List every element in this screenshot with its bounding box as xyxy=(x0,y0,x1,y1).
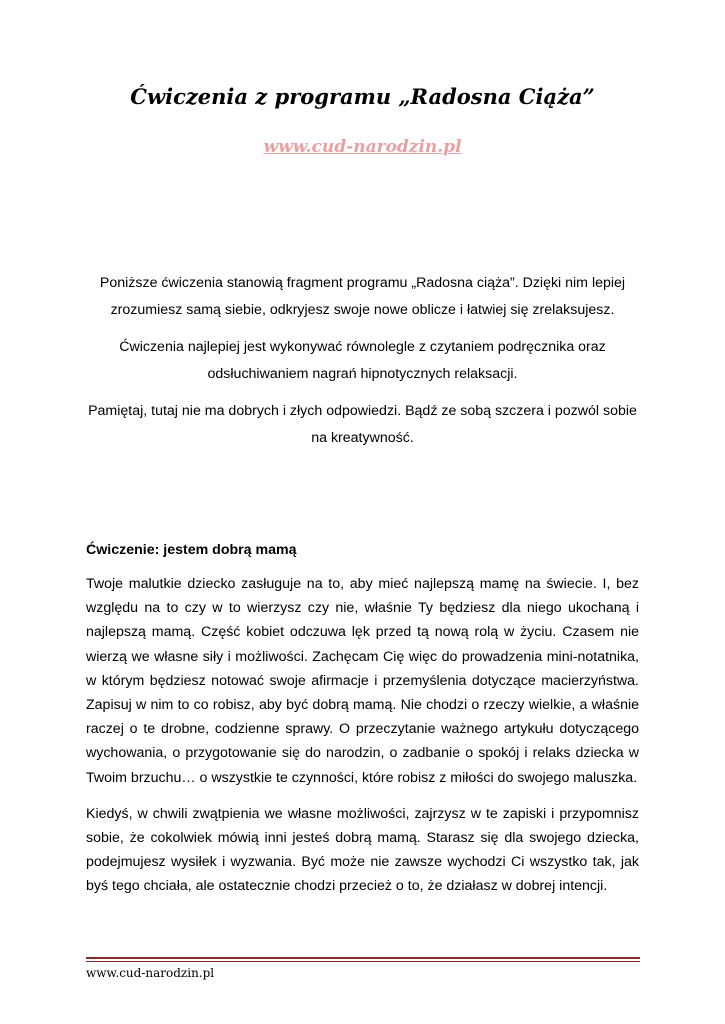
footer-website: www.cud-narodzin.pl xyxy=(86,966,215,980)
exercise-paragraph-2: Kiedyś, w chwili zwątpienia we własne możliwości, zajrzysz w te zapiski i przypomnisz sobie, że cokolwiek mówią inni jesteś dobrą mamą. Starasz się dla swojego dziecka, podejmujesz wysiłek i wyzwania. Być może nie zawsze wychodzi Ci wszystko tak, jak byś tego chciała, ale ostatecznie chodzi przecież o to, że działasz w dobrej intencji. xyxy=(86,805,639,895)
intro-section xyxy=(86,270,639,462)
exercise-paragraph-1: Twoje malutkie dziecko zasługuje na to, aby mieć najlepszą mamę na świecie. I, bez względu na to czy w to wierzysz czy nie, właśnie Ty będziesz dla niego ukochaną i najlepszą mamą. Część kobiet odczuwa lęk przed tą nową rolą w życiu. Czasem nie wierzą we własne siły i możliwości. Zachęcam Cię więc do prowadzenia mini-notatnika, w którym będziesz notować swoje afirmacje i przemyślenia dotyczące macierzyństwa. Zapisuj w nim to co robisz, aby być dobrą mamą. Nie chodzi o rzeczy wielkie, a właśnie raczej o te drobne, codzienne sprawy. O przeczytanie ważnego artykułu dotyczącego wychowania, o przygotowanie się do narodzin, o zadbanie o spokój i relaks dziecka w Twoim brzuchu… o wszystkie te czynności, które robisz z miłości do swojego maluszka. xyxy=(86,576,639,786)
website-link[interactable]: www.cud-narodzin.pl xyxy=(263,137,462,157)
exercise-heading: Ćwiczenie: jestem dobrą mamą xyxy=(86,542,297,558)
intro-paragraph-1: Poniższe ćwiczenia stanowią fragment programu „Radosna ciąża”. Dzięki nim lepiej zrozumiesz samą siebie, odkryjesz swoje nowe oblicze i łatwiej się zrelaksujesz. xyxy=(99,275,626,318)
exercise-body xyxy=(86,572,639,911)
intro-paragraph-2: Ćwiczenia najlepiej jest wykonywać równolegle z czytaniem podręcznika oraz odsłuchiwaniem nagrań hipnotycznych relaksacji. xyxy=(119,339,606,382)
footer-divider xyxy=(86,957,640,959)
footer-divider-thin xyxy=(86,961,640,962)
intro-paragraph-3: Pamiętaj, tutaj nie ma dobrych i złych odpowiedzi. Bądź ze sobą szczera i pozwól sobie na kreatywność. xyxy=(88,403,637,446)
page-title: Ćwiczenia z programu „Radosna Ciąża” xyxy=(130,84,595,109)
